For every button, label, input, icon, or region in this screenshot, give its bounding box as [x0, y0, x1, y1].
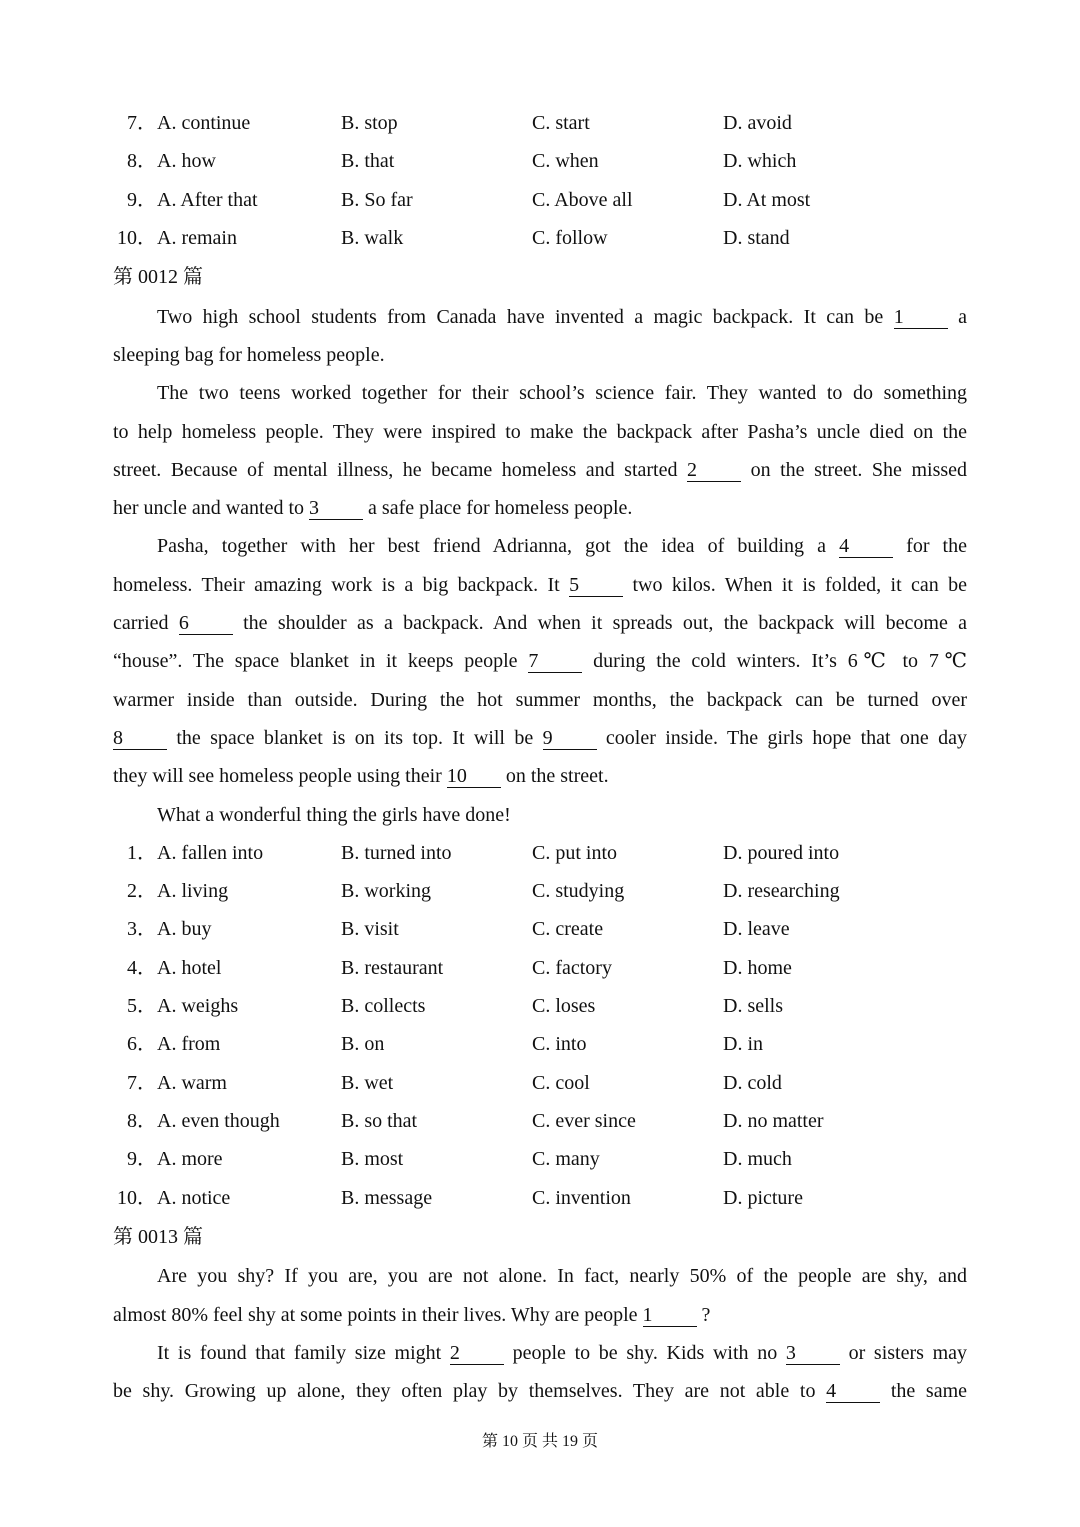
option-c: C. follow	[532, 226, 608, 249]
option-row	[113, 1025, 967, 1063]
line-text: they will see homeless people using their	[113, 765, 447, 788]
text-line	[113, 1372, 967, 1410]
option-a: A. weighs	[157, 995, 239, 1018]
line-text: What a wonderful thing the girls have done!	[157, 803, 511, 826]
question-number: 7．	[127, 1071, 157, 1094]
option-a: A. more	[157, 1148, 223, 1171]
option-a: A. how	[157, 150, 216, 173]
option-row	[113, 1102, 967, 1140]
blank-number: 8	[113, 727, 167, 750]
option-a: A. from	[157, 1033, 221, 1056]
question-number: 4．	[127, 956, 157, 979]
option-d: D. picture	[723, 1186, 803, 1209]
option-b: B. message	[341, 1186, 433, 1209]
line-text: homeless. Their amazing work is a big backpack. It	[113, 573, 570, 596]
question-number: 8．	[127, 150, 157, 173]
line-text: for the	[906, 535, 967, 558]
line-text: street. Because of mental illness, he became homeless and started	[113, 458, 688, 481]
option-c: C. create	[532, 918, 604, 941]
option-c: C. cool	[532, 1071, 590, 1094]
option-b: B. turned into	[341, 841, 452, 864]
blank-number: 10	[447, 765, 501, 788]
line-text: people to be shy. Kids with no	[512, 1341, 786, 1364]
option-row	[113, 872, 967, 910]
option-row	[113, 1179, 967, 1217]
line-text: two kilos. When it is folded, it can be	[632, 573, 967, 596]
line-text: to help homeless people. They were inspired to make the backpack after Pasha’s uncle died on the	[113, 420, 967, 443]
option-c: C. loses	[532, 995, 596, 1018]
option-row	[113, 910, 967, 948]
line-text: cooler inside. The girls hope that one day	[605, 726, 967, 749]
option-d: D. much	[723, 1148, 792, 1171]
option-row	[113, 219, 967, 257]
option-d: D. leave	[723, 918, 790, 941]
line-text: on the street.	[505, 765, 609, 788]
option-a: A. hotel	[157, 956, 222, 979]
blank-number: 3	[786, 1342, 840, 1365]
text-line	[113, 489, 967, 527]
option-row	[113, 142, 967, 180]
line-text: The two teens worked together for their school’s science fair. They wanted to do something	[157, 382, 967, 405]
line-text: a	[958, 305, 967, 328]
question-number: 9．	[127, 188, 157, 211]
line-text: during the cold winters. It’s 6℃ to 7℃	[593, 650, 967, 673]
passage-title: 第 0013 篇	[113, 1225, 203, 1248]
line-text: the shoulder as a backpack. And when it spreads out, the backpack will become a	[243, 612, 967, 635]
blank-number: 6	[179, 612, 233, 635]
blank-number: 2	[687, 459, 741, 482]
blank-number: 1	[643, 1304, 697, 1327]
option-c: C. factory	[532, 956, 612, 979]
blank-number: 2	[450, 1342, 504, 1365]
option-d: D. At most	[723, 188, 811, 211]
text-line	[113, 566, 967, 604]
option-b: B. working	[341, 880, 431, 903]
option-row	[113, 1064, 967, 1102]
option-d: D. cold	[723, 1071, 782, 1094]
blank-number: 9	[543, 727, 597, 750]
option-d: D. which	[723, 150, 797, 173]
option-b: B. stop	[341, 112, 398, 134]
option-a: A. continue	[157, 112, 251, 134]
line-text: Are you shy? If you are, you are not alone. In fact, nearly 50% of the people are shy, and	[157, 1265, 967, 1288]
text-line	[113, 298, 967, 336]
option-c: C. ever since	[532, 1109, 636, 1132]
option-a: A. remain	[157, 226, 237, 249]
line-text: “house”. The space blanket in it keeps people	[113, 650, 529, 673]
question-number: 10．	[117, 1186, 157, 1209]
option-b: B. that	[341, 150, 395, 173]
option-b: B. collects	[341, 995, 426, 1018]
line-text: the space blanket is on its top. It will be	[176, 726, 543, 749]
option-c: C. studying	[532, 880, 625, 903]
option-d: D. home	[723, 956, 792, 979]
line-text: be shy. Growing up alone, they often play by themselves. They are not able to	[113, 1380, 827, 1403]
option-row	[113, 181, 967, 219]
option-row	[113, 1140, 967, 1178]
text-line	[113, 1334, 967, 1372]
question-number: 5．	[127, 995, 157, 1018]
line-text: or sisters may	[848, 1341, 967, 1364]
option-d: D. stand	[723, 226, 790, 249]
text-line	[113, 719, 967, 757]
line-text: her uncle and wanted to	[113, 497, 310, 520]
line-text: It is found that family size might	[157, 1341, 450, 1364]
option-b: B. So far	[341, 188, 413, 211]
text-line	[113, 336, 967, 374]
option-c: C. Above all	[532, 188, 633, 211]
question-number: 1．	[127, 841, 157, 864]
line-text: almost 80% feel shy at some points in their lives. Why are people	[113, 1303, 643, 1326]
blank-number: 5	[569, 574, 623, 597]
blank-number: 4	[839, 535, 893, 558]
line-text: Two high school students from Canada have invented a magic backpack. It can be	[157, 305, 894, 328]
blank-number: 7	[528, 650, 582, 673]
question-number: 6．	[127, 1033, 157, 1056]
option-b: B. wet	[341, 1071, 394, 1094]
option-row	[113, 987, 967, 1025]
blank-number: 1	[894, 306, 948, 329]
blank-number: 4	[826, 1380, 880, 1403]
option-b: B. so that	[341, 1109, 418, 1132]
option-d: D. researching	[723, 880, 840, 903]
text-line	[113, 451, 967, 489]
text-line	[113, 1257, 967, 1295]
option-d: D. no matter	[723, 1109, 824, 1132]
option-row	[113, 949, 967, 987]
option-c: C. put into	[532, 841, 618, 864]
question-number: 2．	[127, 880, 157, 903]
text-line	[113, 642, 967, 680]
document-page	[113, 104, 967, 1411]
option-d: D. sells	[723, 995, 783, 1018]
line-text: on the street. She missed	[750, 458, 967, 481]
text-line	[113, 527, 967, 565]
line-text: carried	[113, 612, 179, 635]
option-b: B. on	[341, 1033, 385, 1056]
option-a: A. fallen into	[157, 841, 264, 864]
option-row	[113, 834, 967, 872]
line-text: warmer inside than outside. During the hot summer months, the backpack can be turned over	[113, 688, 967, 711]
option-d: D. poured into	[723, 841, 840, 864]
question-number: 7．	[127, 112, 157, 134]
text-line	[113, 1296, 967, 1334]
line-text: sleeping bag for homeless people.	[113, 343, 385, 366]
option-a: A. buy	[157, 918, 212, 941]
blank-number: 3	[309, 497, 363, 520]
text-line	[113, 374, 967, 412]
option-a: A. living	[157, 880, 229, 903]
line-text: Pasha, together with her best friend Adrianna, got the idea of building a	[157, 535, 840, 558]
option-a: A. warm	[157, 1071, 227, 1094]
line-text: ?	[701, 1303, 711, 1326]
page-footer: 第 10 页 共 19 页	[481, 1433, 598, 1450]
line-text: the same	[890, 1380, 967, 1403]
question-number: 8．	[127, 1109, 157, 1132]
option-c: C. invention	[532, 1186, 631, 1209]
option-c: C. when	[532, 150, 599, 173]
option-b: B. most	[341, 1148, 404, 1171]
option-c: C. many	[532, 1148, 600, 1171]
option-d: D. in	[723, 1033, 763, 1056]
text-line	[113, 604, 967, 642]
option-c: C. start	[532, 112, 590, 134]
question-number: 3．	[127, 918, 157, 941]
passage-title: 第 0012 篇	[113, 266, 203, 289]
text-line	[113, 413, 967, 451]
line-text: a safe place for homeless people.	[368, 497, 633, 520]
text-line	[113, 681, 967, 719]
text-line	[113, 796, 967, 834]
option-b: B. walk	[341, 226, 404, 249]
question-number: 10．	[117, 226, 157, 249]
option-c: C. into	[532, 1033, 587, 1056]
option-a: A. notice	[157, 1186, 231, 1209]
option-row	[113, 104, 967, 142]
option-b: B. visit	[341, 918, 399, 941]
option-a: A. After that	[157, 188, 258, 211]
option-b: B. restaurant	[341, 956, 444, 979]
option-a: A. even though	[157, 1109, 280, 1132]
question-number: 9．	[127, 1148, 157, 1171]
option-d: D. avoid	[723, 112, 792, 134]
text-line	[113, 757, 967, 795]
